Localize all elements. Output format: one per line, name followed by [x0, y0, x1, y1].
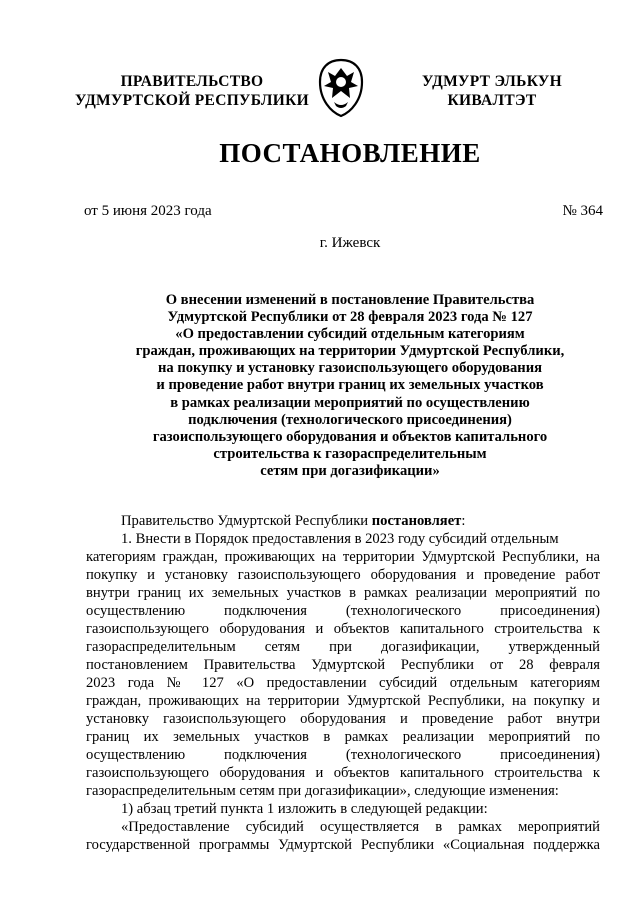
header-left-line: УДМУРТСКОЙ РЕСПУБЛИКИ	[74, 92, 309, 109]
intro-text: Правительство Удмуртской Республики	[121, 513, 372, 529]
subject-line: сетям при догазификации»	[260, 462, 440, 479]
body-line: внутри границ их земельных участков в рамках реализации мероприятий по	[86, 585, 600, 601]
subject-line: граждан, проживающих на территории Удмуртской Республики,	[135, 343, 565, 360]
body-line: установку газоиспользующего оборудования и проведение работ внутри	[86, 711, 600, 727]
subject-line: на покупку и установку газоиспользующего оборудования	[157, 360, 543, 377]
document-title: ПОСТАНОВЛЕНИЕ	[219, 138, 481, 168]
document-subject	[0, 292, 640, 480]
body-line: категориям граждан, проживающих на территории Удмуртской Республики, на	[86, 549, 600, 565]
subject-line: Удмуртской Республики от 28 февраля 2023 года № 127	[167, 309, 533, 326]
body-line: газоиспользующего оборудования и объектов капитального строительства к	[86, 765, 600, 781]
document-city: г. Ижевск	[319, 235, 381, 251]
subject-line: строительства к газораспределительным	[213, 445, 487, 462]
header-left-line: ПРАВИТЕЛЬСТВО	[120, 73, 264, 90]
body-line: границ их земельных участков в рамках реализации мероприятий по	[86, 729, 600, 745]
subject-line: «О предоставлении субсидий отдельным категориям	[175, 326, 525, 343]
header-right-line: КИВАЛТЭТ	[447, 92, 537, 109]
body-line: государственной программы Удмуртской Республики «Социальная поддержка	[86, 837, 600, 853]
body-line: 2023 года № 127 «О предоставлении субсидий отдельным категориям	[86, 675, 600, 691]
government-name-udmurt	[388, 72, 596, 110]
document-date: от 5 июня 2023 года	[84, 203, 212, 219]
body-line: «Предоставление субсидий осуществляется в рамках мероприятий	[121, 819, 600, 835]
intro-decree-word: постановляет	[371, 513, 462, 529]
body-line: граждан, проживающих на территории Удмуртской Республики, на покупку и	[86, 693, 600, 709]
body-line: газоиспользующего оборудования и объектов капитального строительства к	[86, 621, 600, 637]
subject-line: подключения (технологического присоединения)	[188, 411, 512, 428]
body-line: газораспределительным сетям при догазификации, утвержденный	[86, 639, 600, 655]
government-name-russian	[62, 72, 322, 110]
body-line: постановлением Правительства Удмуртской Республики от 28 февраля	[86, 657, 600, 673]
header-right-line: УДМУРТ ЭЛЬКУН	[422, 73, 562, 90]
body-line: покупку и установку газоиспользующего оборудования и проведение работ	[86, 567, 600, 583]
body-line: осуществлению подключения (технологического присоединения)	[86, 747, 600, 763]
body-line: 1) абзац третий пункта 1 изложить в следующей редакции:	[121, 801, 488, 817]
body-line: осуществлению подключения (технологического присоединения)	[86, 603, 600, 619]
intro-line	[121, 512, 635, 530]
document-number: № 364	[562, 203, 603, 219]
subject-line: О внесении изменений в постановление Правительства	[165, 292, 535, 308]
subject-line: газоиспользующего оборудования и объектов капитального	[152, 428, 548, 445]
subject-line: и проведение работ внутри границ их земельных участков	[156, 377, 544, 394]
intro-colon: :	[461, 513, 466, 529]
body-line: газораспределительным сетям при догазификации», следующие изменения:	[86, 783, 559, 799]
subject-line: в рамках реализации мероприятий по осуществлению	[170, 394, 530, 411]
coat-of-arms-icon	[316, 58, 366, 118]
body-line: 1. Внести в Порядок предоставления в 2023 году субсидий отдельным	[121, 531, 559, 547]
